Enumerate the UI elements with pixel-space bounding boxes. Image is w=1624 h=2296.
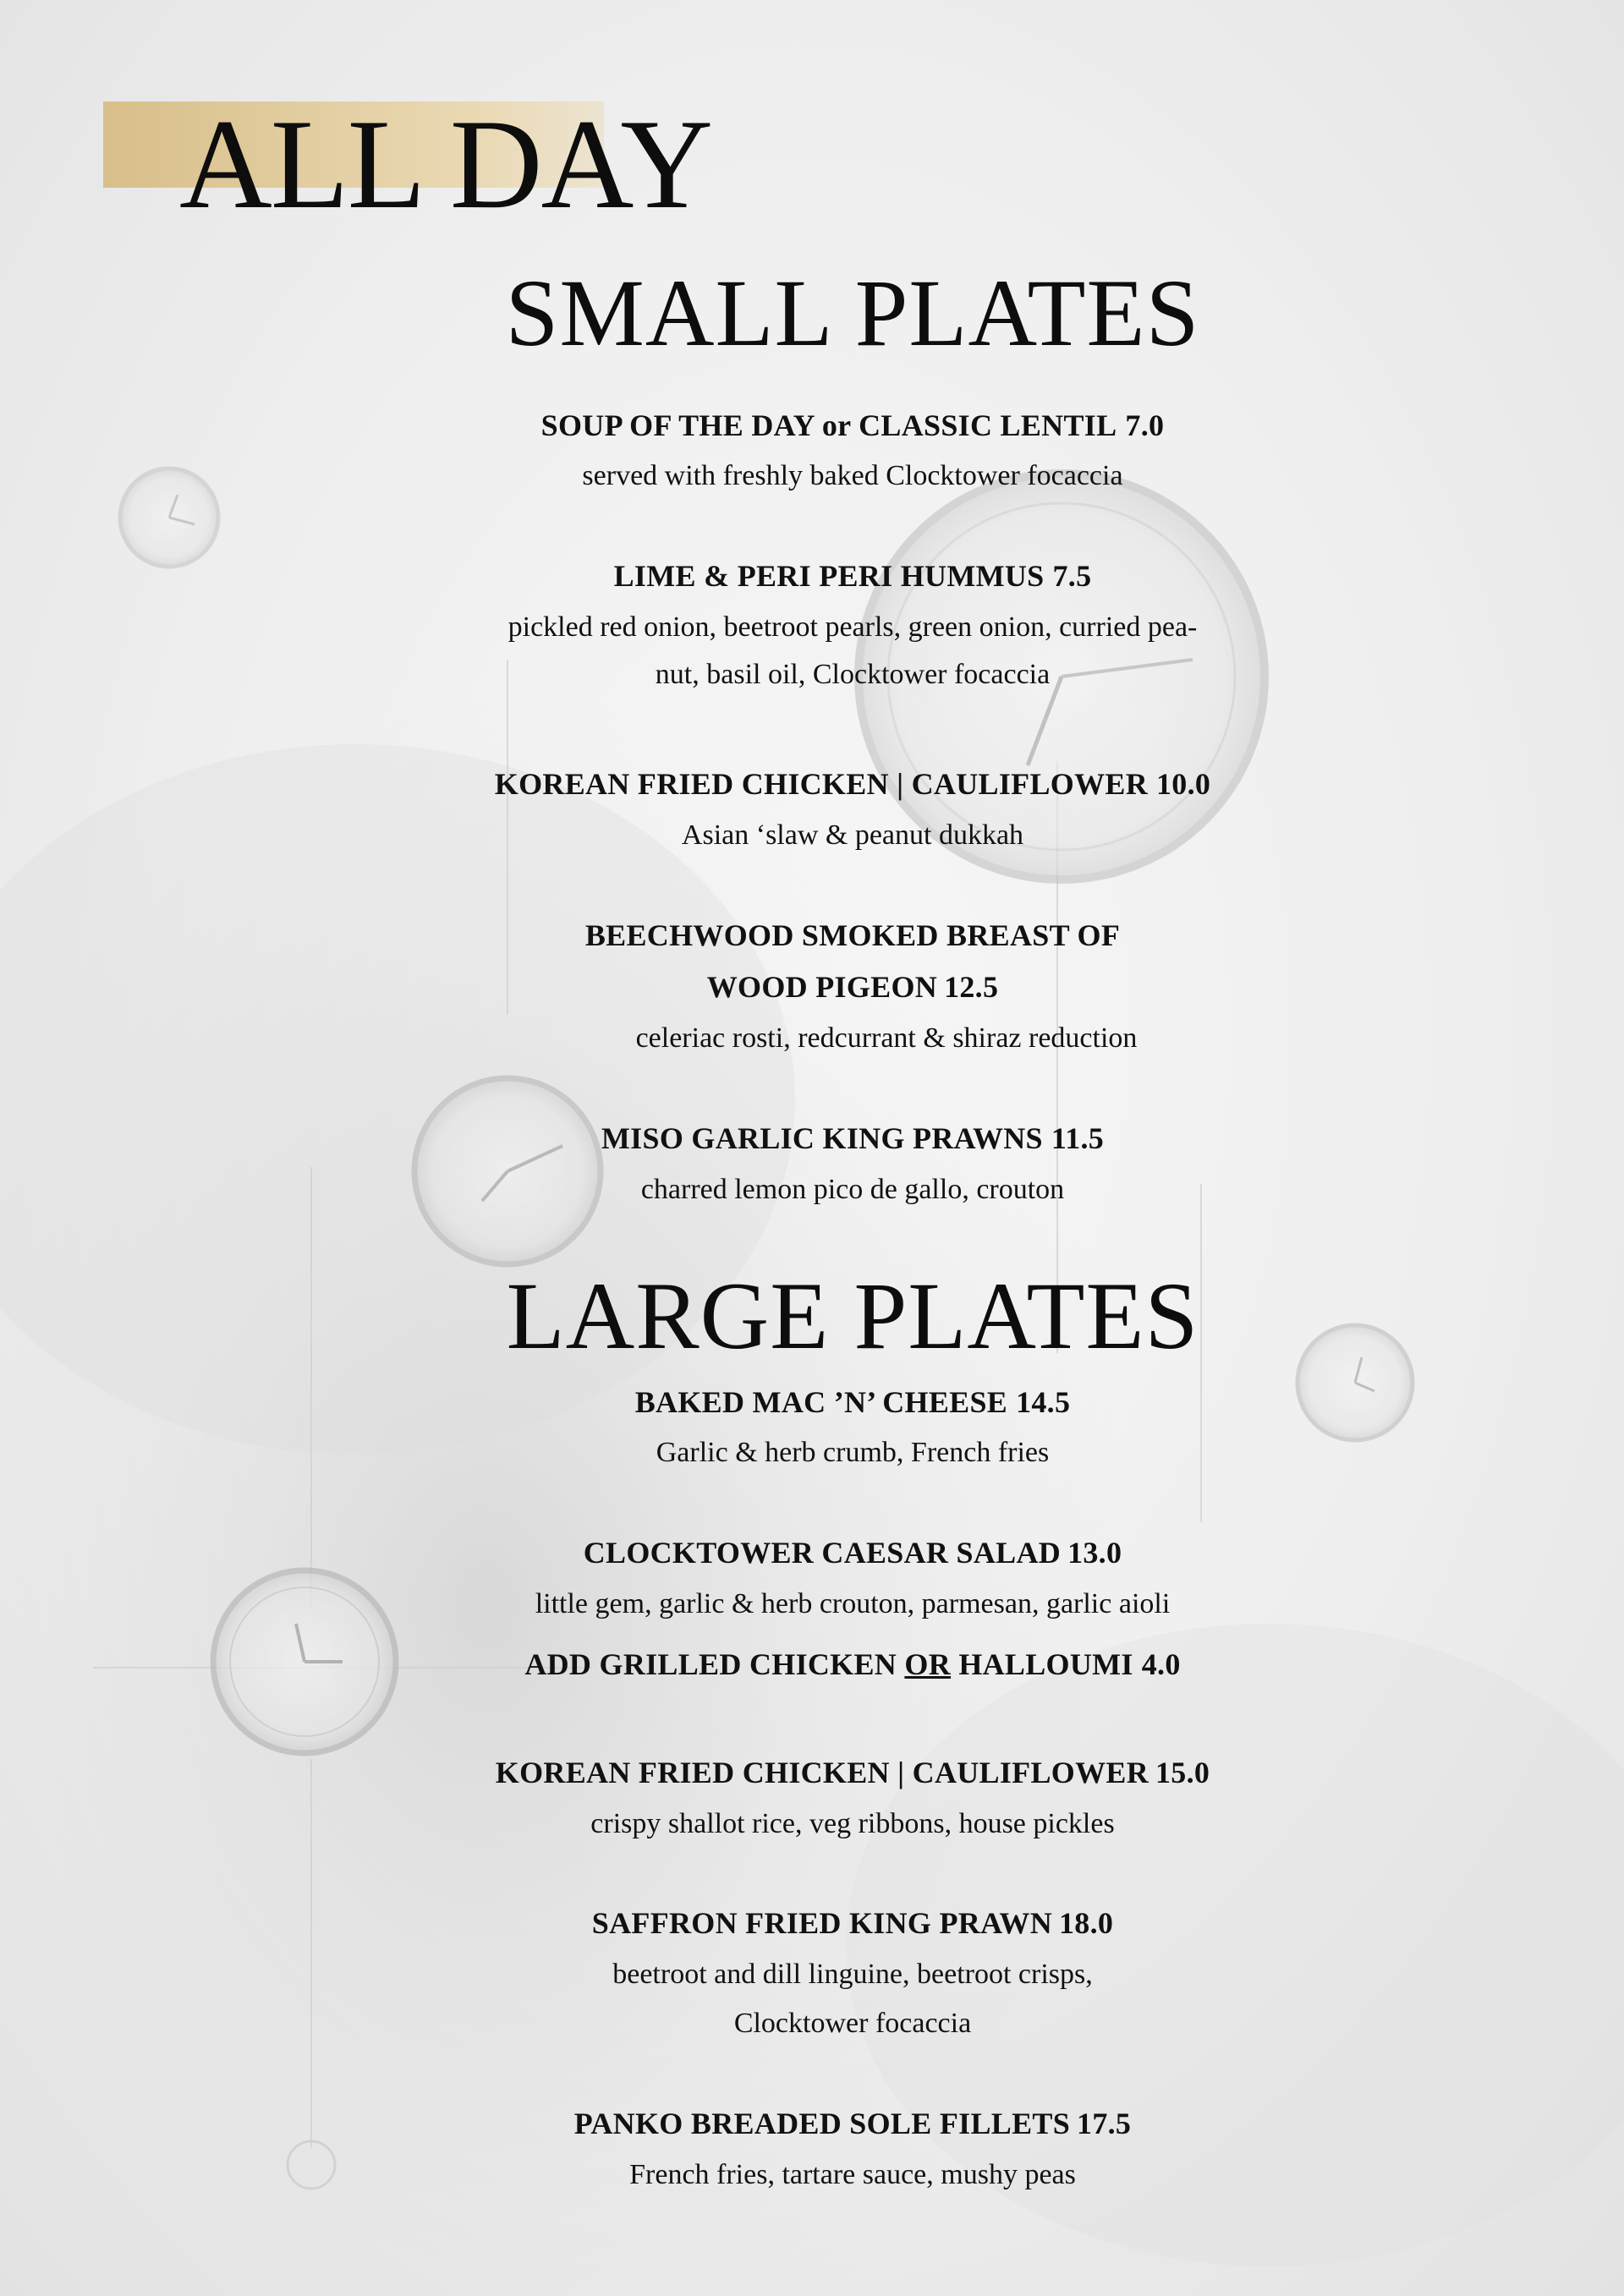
item-price: 14.5	[1016, 1385, 1071, 1419]
menu-item-name: KOREAN FRIED CHICKEN | CAULIFLOWER 10.0	[494, 767, 1211, 801]
menu-item-name: CLOCKTOWER CAESAR SALAD 13.0	[583, 1536, 1122, 1570]
menu-item-desc: Asian ‘slaw & peanut dukkah	[681, 819, 1024, 851]
item-price: 12.5	[944, 970, 999, 1004]
menu-item-name: WOOD PIGEON 12.5	[706, 970, 999, 1004]
item-price: 11.5	[1051, 1121, 1105, 1155]
item-price: 10.0	[1156, 767, 1211, 801]
menu-item-desc: crispy shallot rice, veg ribbons, house pickles	[590, 1808, 1115, 1839]
menu-item-name: BAKED MAC ’N’ CHEESE 14.5	[634, 1385, 1071, 1419]
menu-item-desc: celeriac rosti, redcurrant & shiraz reduction	[635, 1022, 1138, 1054]
menu-item-addon: ADD GRILLED CHICKEN OR HALLOUMI 4.0	[524, 1647, 1181, 1681]
menu-item-desc: little gem, garlic & herb crouton, parmesan, garlic aioli	[535, 1588, 1171, 1619]
menu-item-desc: nut, basil oil, Clocktower focaccia	[655, 659, 1051, 690]
menu-item-desc: Clocktower focaccia	[733, 2008, 972, 2039]
menu-item-name: SAFFRON FRIED KING PRAWN 18.0	[591, 1906, 1114, 1940]
small-plates-heading: SMALL PLATES	[505, 260, 1200, 366]
item-price: 7.0	[1125, 408, 1165, 442]
menu-item-name: PANKO BREADED SOLE FILLETS 17.5	[573, 2107, 1132, 2140]
menu-item-name: BEECHWOOD SMOKED BREAST OF	[584, 918, 1121, 952]
menu-item-desc: French fries, tartare sauce, mushy peas	[629, 2159, 1076, 2190]
item-price: 7.5	[1052, 559, 1092, 593]
item-price: 15.0	[1155, 1756, 1210, 1789]
menu-item-desc: served with freshly baked Clocktower focaccia	[582, 460, 1123, 491]
menu-item-name: KOREAN FRIED CHICKEN | CAULIFLOWER 15.0	[495, 1756, 1210, 1789]
menu-title: ALL DAY	[179, 93, 712, 235]
menu-item-name: SOUP OF THE DAY or CLASSIC LENTIL 7.0	[540, 408, 1165, 442]
menu-item-desc: pickled red onion, beetroot pearls, green onion, curried pea-	[508, 611, 1198, 643]
menu-item-name: LIME & PERI PERI HUMMUS 7.5	[613, 559, 1092, 593]
item-price: 4.0	[1141, 1647, 1181, 1681]
item-price: 13.0	[1067, 1536, 1122, 1570]
large-plates-heading: LARGE PLATES	[506, 1263, 1199, 1369]
menu-item-name: MISO GARLIC KING PRAWNS 11.5	[601, 1121, 1105, 1155]
item-price: 18.0	[1059, 1906, 1114, 1940]
menu-item-desc: Garlic & herb crumb, French fries	[656, 1437, 1050, 1468]
item-price: 17.5	[1077, 2107, 1132, 2140]
menu-item-desc: beetroot and dill linguine, beetroot crisps,	[612, 1959, 1093, 1990]
menu-item-desc: charred lemon pico de gallo, crouton	[640, 1174, 1065, 1205]
